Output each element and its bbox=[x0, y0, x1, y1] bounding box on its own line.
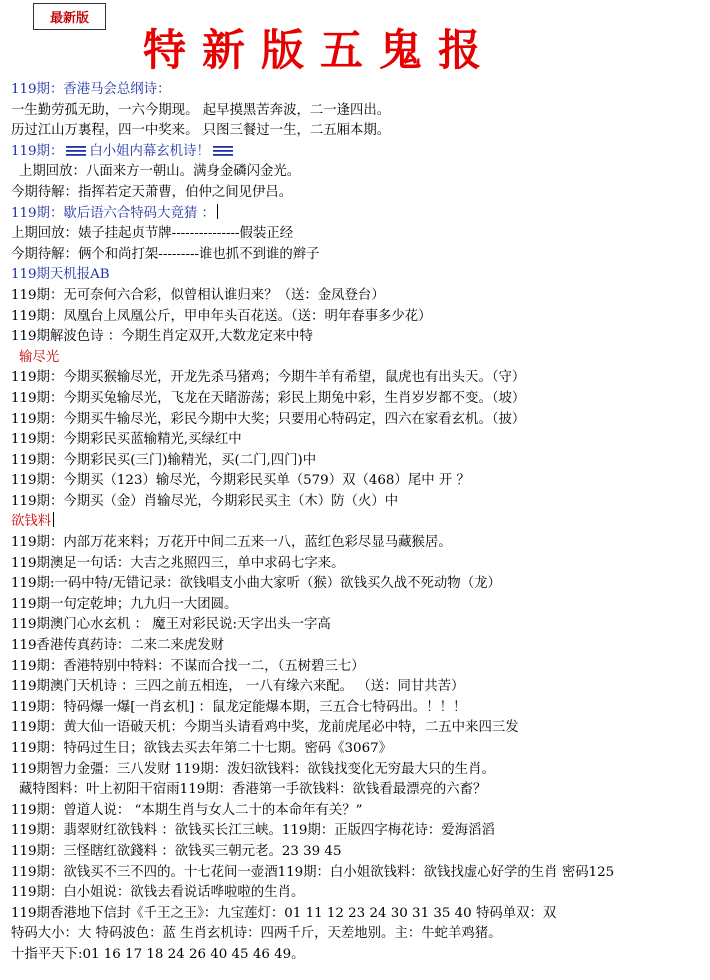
text-line bbox=[11, 636, 707, 657]
line-text: 119期：欲钱买不三不四的。十七花间一壶酒119期：白小姐欲钱料：欲钱找虚心好学的生肖 密码125 bbox=[11, 864, 615, 880]
line-text: 119期：香港特别中特料：不谋而合找一二，（五树碧三七） bbox=[11, 658, 365, 674]
line-text: 历过江山万裏程，四一中奖来。 只图三餐过一生，二五厢本期。 bbox=[11, 123, 391, 139]
line-text: 119期：特码爆一爆[一肖玄机] ：鼠龙定能爆本期，三五合七特码出。！！！ bbox=[11, 699, 467, 715]
text-line bbox=[11, 945, 707, 966]
text-line bbox=[11, 698, 707, 719]
line-text: 119期：三怪瞎红欲錢料 ：欲钱买三朝元老。23 39 45 bbox=[11, 843, 342, 859]
text-line bbox=[11, 801, 707, 822]
line-text: 119期天机报AB bbox=[11, 267, 110, 283]
double-bar-icon bbox=[213, 145, 233, 156]
line-text: 119期:一码中特/无错记录：欲钱唱支小曲大家听（猴）欲钱买久战不死动物（龙） bbox=[11, 576, 501, 592]
text-line bbox=[11, 224, 707, 245]
line-text: 119期：无可奈何六合彩，似曾相认谁归来？（送：金凤登台） bbox=[11, 287, 385, 303]
line-text: 上期回放：婊子挂起贞节牌---------------假装正经 bbox=[11, 226, 294, 242]
text-line bbox=[11, 265, 707, 286]
text-line bbox=[11, 595, 707, 616]
line-text: 119期澳门心水玄机 ： 魔王对彩民说:天字出头一字高 bbox=[11, 617, 331, 633]
line-text: 119期：曾道人说： “本期生肖与女人二十的本命年有关？” bbox=[11, 802, 363, 818]
line-text: 119期香港地下信封《千王之王》：九宝莲灯：01 11 12 23 24 30 31 35 40 特码单双：双 bbox=[11, 905, 557, 921]
text-cursor bbox=[217, 204, 218, 219]
line-text: 十指平天下:01 16 17 18 24 26 40 45 46 49。 bbox=[11, 946, 305, 962]
text-cursor bbox=[53, 512, 54, 527]
line-text: 119期：今期买（金）肖输尽光，今期彩民买主（木）防（火）中 bbox=[11, 493, 399, 509]
article-body bbox=[11, 80, 707, 966]
line-text: 119期：香港马会总纲诗： bbox=[11, 82, 171, 97]
line-text: 119期：今期彩民买蓝输精光,买绿红中 bbox=[11, 432, 242, 448]
text-line bbox=[11, 245, 707, 266]
text-line bbox=[11, 389, 707, 410]
text-line bbox=[11, 162, 707, 183]
text-line bbox=[11, 533, 707, 554]
line-text: 119期：今期彩民买(三门)输精光，买(二门,四门)中 bbox=[11, 452, 317, 468]
line-text: 119期：翡翠财红欲钱料 ：欲钱买长江三峡。119期：正版四字梅花诗：爱海滔滔 bbox=[11, 823, 495, 839]
text-line bbox=[11, 780, 707, 801]
line-text: 今期待解：俩个和尚打架---------谁也抓不到谁的辫子 bbox=[11, 246, 320, 262]
text-line bbox=[11, 204, 707, 225]
line-text: 119期：歇后语六合特码大竟猜 ： bbox=[11, 205, 215, 221]
line-text: 119期：今期买兔输尽光，飞龙在天睹游荡；彩民上期兔中彩，生肖岁岁都不变。（坡） bbox=[11, 390, 526, 406]
text-line bbox=[11, 142, 707, 163]
line-text: 一生勤劳孤无助，一六今期现。 起早摸黑苦奔波，二一逢四出。 bbox=[11, 102, 391, 118]
latest-version-badge: 最新版 bbox=[33, 3, 106, 30]
text-line bbox=[11, 718, 707, 739]
line-text: 119期智力金彊：三八发财 119期：泼妇欲钱料：欲钱找变化无穷最大只的生肖。 bbox=[11, 761, 495, 777]
text-line bbox=[11, 492, 707, 513]
text-line bbox=[11, 924, 707, 945]
text-line bbox=[11, 863, 707, 884]
text-line bbox=[11, 821, 707, 842]
text-line bbox=[11, 451, 707, 472]
text-line bbox=[11, 842, 707, 863]
line-text: 119期澳足一句话：大吉之兆照四三，单中求码七字来。 bbox=[11, 555, 345, 571]
line-text: 119期解波色诗 ：今期生肖定双开,大数龙定来中特 bbox=[11, 329, 313, 345]
line-text: 119期：今期买牛输尽光，彩民今期中大奖；只要用心特码定，四六在家看玄机。（披） bbox=[11, 411, 526, 427]
text-line bbox=[11, 121, 707, 142]
line-text-suffix: 白小姐内幕玄机诗！ bbox=[89, 143, 210, 159]
text-line bbox=[11, 760, 707, 781]
text-line bbox=[11, 368, 707, 389]
line-text: 欲钱料 bbox=[11, 514, 52, 530]
text-line bbox=[11, 410, 707, 431]
line-text: 今期待解：指挥若定天萧曹，伯仲之间见伊吕。 bbox=[11, 184, 293, 200]
line-text: 119期：黄大仙一语破天机：今期当头请看鸡中奖，龙前虎尾必中特，二五中来四三发 bbox=[11, 720, 519, 736]
line-text: 特码大小：大 特码波色：蓝 生肖玄机诗：四两千斤，天差地别。主：牛蛇羊鸡猪。 bbox=[11, 926, 502, 942]
text-line bbox=[11, 904, 707, 925]
text-line bbox=[11, 183, 707, 204]
text-line bbox=[11, 286, 707, 307]
line-text: 119期：今期买（123）输尽光，今期彩民买单（579）双（468）尾中 开 ？ bbox=[11, 473, 470, 489]
text-line bbox=[11, 101, 707, 122]
line-text: 藏特图料：叶上初阳干宿雨119期：香港第一手欲钱料：欲钱看最漂亮的六畜？ bbox=[19, 782, 487, 798]
line-text: 119期：今期买猴输尽光，开龙先杀马猪鸡；今期牛羊有希望，鼠虎也有出头天。（守） bbox=[11, 370, 526, 386]
text-line bbox=[11, 677, 707, 698]
text-line bbox=[11, 883, 707, 904]
text-line bbox=[11, 657, 707, 678]
page-title: 特新版五鬼报 bbox=[143, 26, 497, 76]
text-line bbox=[11, 430, 707, 451]
line-text: 119期：凤凰台上凤凰公斤，甲申年头百花送。（送：明年春事多少花） bbox=[11, 308, 432, 324]
double-bar-icon bbox=[66, 145, 86, 156]
line-text: 输尽光 bbox=[19, 349, 60, 365]
text-line bbox=[11, 615, 707, 636]
text-line bbox=[11, 80, 707, 101]
text-line bbox=[11, 327, 707, 348]
line-text: 119期：特码过生日；欲钱去买去年第二十七期。密码《3067》 bbox=[11, 741, 393, 756]
line-text: 119期澳门天机诗 ：三四之前五相连， 一八有缘六来配。 （送：同甘共苦） bbox=[11, 679, 465, 695]
line-text: 119期一句定乾坤；九九归一大团圆。 bbox=[11, 596, 238, 612]
text-line bbox=[11, 348, 707, 369]
text-line bbox=[11, 307, 707, 328]
line-text: 上期回放：八面来方一朝山。满身金磷闪金光。 bbox=[19, 164, 301, 180]
text-line bbox=[11, 574, 707, 595]
line-text: 119香港传真药诗：二来二来虎发财 bbox=[11, 638, 225, 654]
text-line bbox=[11, 554, 707, 575]
line-text: 119期：内部万花来料；万花开中间二五来一八，蓝红色彩尽显马藏猴居。 bbox=[11, 535, 452, 551]
text-line bbox=[11, 739, 707, 760]
text-line bbox=[11, 512, 707, 533]
line-text: 119期： bbox=[11, 143, 64, 159]
text-line bbox=[11, 471, 707, 492]
line-text: 119期：白小姐说：欲钱去看说话哗啦啦的生肖。 bbox=[11, 885, 305, 901]
